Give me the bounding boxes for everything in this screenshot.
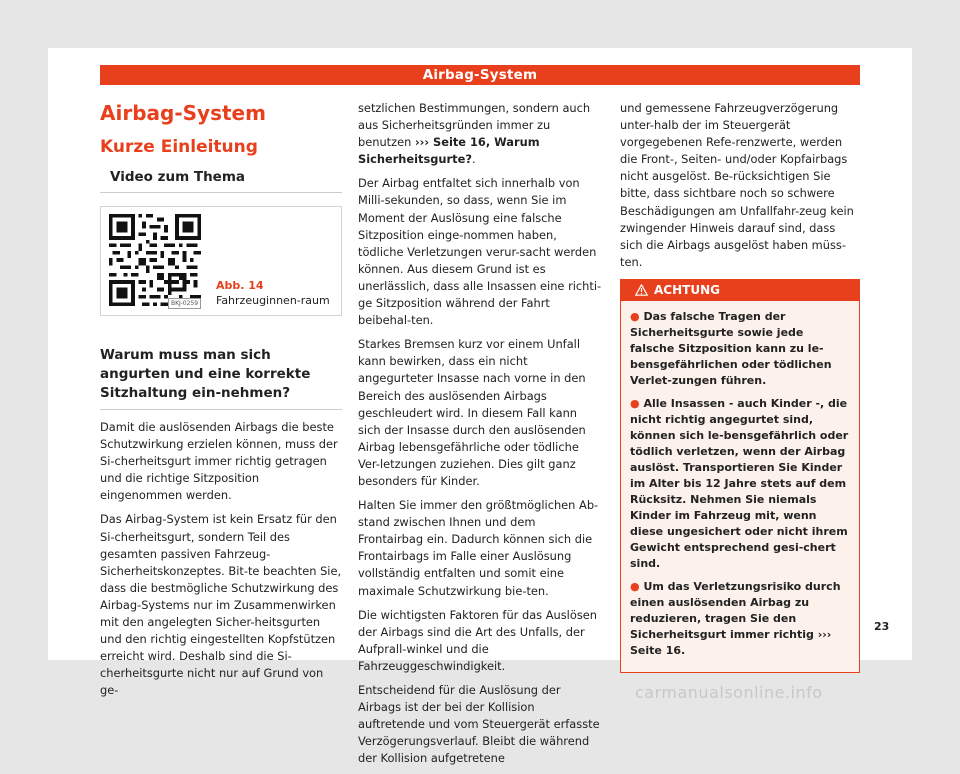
left-column [100, 100, 342, 707]
warning-triangle-icon [635, 284, 648, 296]
video-heading: Video zum Thema [100, 168, 342, 193]
paragraph: Damit die auslösenden Airbags die beste Schutzwirkung erzielen können, muss der Si-cherheitsgurt immer richtig getragen und die richtige Sitzposition eingenommen werden. [100, 420, 338, 503]
bullet-icon: ● [630, 309, 640, 323]
paragraph-text: setzlichen Bestimmungen, sondern auch aus Sicherheitsgründen immer zu benutzen [358, 101, 591, 150]
punctuation: . [681, 643, 686, 657]
paragraph: Der Airbag entfaltet sich innerhalb von Milli-sekunden, so dass, wenn Sie im Moment der Auslösung eine falsche Sitzposition einge-nommen haben, tödliche Verletzungen verur-sacht werden können. Aus diesem Grund ist es unerlässlich, dass alle Insassen eine richti-ge Sitzposition während der Fahrt beibehal-ten. [358, 176, 602, 328]
warning-body [621, 301, 859, 672]
paragraph: und gemessene Fahrzeugverzögerung unter-halb der im Steuergerät vorgegebenen Refe-renzwerte, werden die Front-, Seiten- und/oder Kopfairbags nicht ausgelöst. Be-rücksichtigen Sie bitte, dass sichtbare noch so schwere Beschädigungen am Unfallfahr-zeug kein zwingender Hinweis darauf sind, dass sich die Airbags ausgelöst haben müss-ten. [620, 101, 854, 269]
watermark: carmanualsonline.info [635, 683, 823, 702]
figure-number: Abb. 14 [216, 279, 264, 292]
bullet-icon: ● [630, 396, 640, 410]
chapter-header: Airbag-System [100, 65, 860, 85]
paragraph: Die wichtigsten Faktoren für das Auslösen der Airbags sind die Art des Unfalls, der Aufprall-winkel und die Fahrzeuggeschwindigkeit. [358, 607, 597, 673]
paragraph: Das Airbag-System ist kein Ersatz für den Si-cherheitsgurt, sondern Teil des gesamten passiven Fahrzeug-Sicherheitskonzeptes. Bit-te beachten Sie, dass die bestmögliche Schutzwirkung des Airbag-Systems nur im Zusammenwirken mit den angelegten Sicher-heitsgurten und den richtig eingestellten Kopfstützen erreicht wird. Deshalb sind die Si-cherheitsgurte nicht nur auf Grund von ge- [100, 512, 342, 698]
page-reference-link[interactable]: ››› Seite 16, Warum Sicherheitsgurte? [358, 135, 540, 167]
bullet-icon: ● [630, 579, 640, 593]
warning-header [621, 280, 859, 301]
warning-item-text: Alle Insassen - auch Kinder -, die nicht richtig angegurtet sind, können sich le-bensgefährlich oder tödlich verletzen, wenn der Airbag auslöst. Transportieren Sie Kinder im Alter bis 12 Jahre stets auf dem Rücksitz. Nehmen Sie niemals Kinder im Fahrzeug mit, wenn diese ungesichert oder nicht ihrem Gewicht entsprechend gesi-chert sind. [630, 396, 849, 570]
middle-column [358, 100, 602, 774]
warning-item [630, 309, 850, 389]
paragraph [358, 100, 602, 168]
paragraph: Entscheidend für die Auslösung der Airbags ist der bei der Kollision auftretende und vom Steuergerät erfasste Verzögerungsverlauf. Bleibt die während der Kollision aufgetretene [358, 683, 600, 766]
subtitle: Kurze Einleitung [100, 137, 258, 157]
warning-item-text: Das falsche Tragen der Sicherheitsgurte sowie jede falsche Sitzposition kann zu le-bensgefährlichen oder tödlichen Verlet-zungen führen. [630, 309, 832, 387]
paragraph: Starkes Bremsen kurz vor einem Unfall kann bewirken, dass ein nicht angegurteter Insasse nach vorne in den Bereich des auslösenden Airbags geschleudert wird. In diesem Fall kann sich der Insasse durch den auslösenden Airbag lebensgefährliche oder tödliche Ver-letzungen zuziehen. Dies gilt ganz besonders für Kinder. [358, 337, 586, 488]
section-heading: Warum muss man sich angurten und eine korrekte Sitzhaltung ein-nehmen? [100, 346, 342, 410]
page-reference-link[interactable]: ››› Seite 16 [630, 627, 832, 657]
figure-caption-text: Fahrzeuginnen-raum [216, 294, 330, 307]
figure-id: BKJ-0259 [168, 298, 201, 309]
qr-code-icon[interactable] [109, 214, 201, 306]
warning-item-text: Um das Verletzungsrisiko durch einen auslösenden Airbag zu reduzieren, tragen Sie den Sicherheitsgurt immer richtig [630, 579, 841, 641]
figure-caption [216, 278, 336, 308]
punctuation: . [471, 152, 476, 167]
warning-item [630, 579, 850, 659]
paragraph: Halten Sie immer den größtmöglichen Ab-stand zwischen Ihnen und dem Frontairbag ein. Dadurch können sich die Frontairbags im Falle einer Auslösung vollständig entfalten und somit eine maximale Schutzwirkung bie-ten. [358, 498, 599, 598]
page-number: 23 [874, 620, 890, 633]
warning-box [620, 279, 860, 673]
warning-item [630, 396, 850, 572]
warning-title: ACHTUNG [654, 282, 720, 297]
page-title: Airbag-System [100, 101, 266, 125]
right-column [620, 100, 860, 673]
figure-box [100, 206, 342, 316]
